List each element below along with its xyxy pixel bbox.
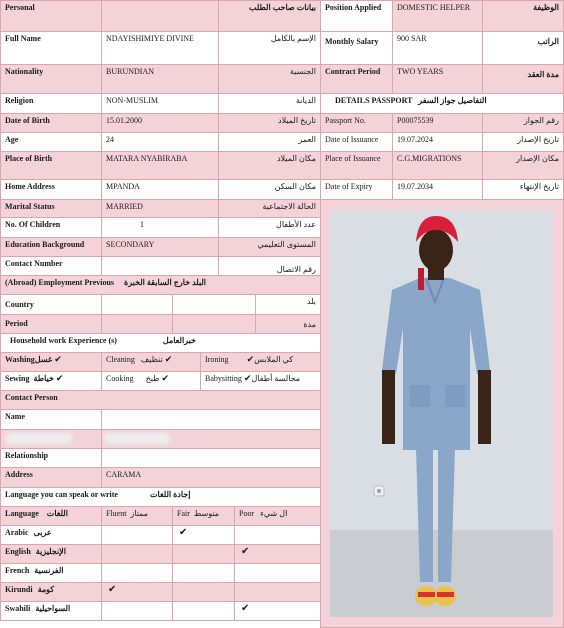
passport-title-row xyxy=(320,93,564,114)
lang-header-fair: Fair xyxy=(177,509,190,518)
language-label-cell xyxy=(0,563,102,583)
lang-header-poor-arabic: ال شيء xyxy=(260,509,288,518)
passport-title: DETAILS PASSPORT xyxy=(335,96,413,105)
washing-cell xyxy=(0,352,102,372)
sewing-cell xyxy=(0,371,102,391)
language-arabic: عربى xyxy=(33,528,52,537)
language-label-cell xyxy=(0,582,102,602)
language-name: Kirundi xyxy=(5,585,33,594)
language-check-icon: ✔ xyxy=(241,603,250,614)
languages-title-row xyxy=(0,487,321,507)
position-label: Position Applied xyxy=(320,0,393,32)
issuance-place-label: Place of Issuance xyxy=(320,151,393,180)
passport-no-value: P00075539 xyxy=(392,113,483,133)
language-poor-cell xyxy=(234,544,321,564)
language-fluent-cell xyxy=(101,563,173,583)
nationality-label: Nationality xyxy=(0,64,102,94)
position-value: DOMESTIC HELPER xyxy=(392,0,483,32)
language-name: French xyxy=(5,566,30,575)
period-arabic: مدة xyxy=(255,314,321,334)
lang-header-fair-arabic: متوسط xyxy=(193,509,220,518)
cleaning-label: Cleaning xyxy=(106,355,135,364)
language-arabic: الفرنسية xyxy=(34,566,64,575)
education-arabic: المستوى التعليمي xyxy=(218,237,321,257)
contact-number-arabic: رقم الاتصال xyxy=(218,256,321,276)
passport-no-arabic: رقم الجواز xyxy=(482,113,564,133)
ironing-check-icon: ✔ xyxy=(246,355,255,365)
children-label: No. Of Children xyxy=(0,217,102,238)
age-arabic: العمر xyxy=(218,132,321,152)
country-label: Country xyxy=(0,294,102,315)
country-cell-2 xyxy=(172,294,256,315)
education-value: SECONDARY xyxy=(101,237,219,257)
issuance-date-value: 19.07.2024 xyxy=(392,132,483,152)
ironing-label: Ironing xyxy=(205,355,229,364)
language-fair-cell xyxy=(172,582,235,602)
washing-label: Washing xyxy=(5,355,35,364)
language-check-icon: ✔ xyxy=(179,527,188,538)
contract-arabic: مدة العقد xyxy=(482,64,564,94)
sewing-check-icon: ✔ xyxy=(55,374,64,384)
ironing-arabic: كي الملابس xyxy=(254,355,294,364)
salary-label: Monthly Salary xyxy=(320,31,393,65)
language-fair-cell xyxy=(172,601,235,621)
applicant-photo xyxy=(330,210,553,617)
personal-arabic: بيانات صاحب الطلب xyxy=(218,0,321,32)
name-label: Name xyxy=(0,409,102,430)
marital-arabic: الحالة الاجتماعية xyxy=(218,199,321,218)
redacted-blur-1 xyxy=(6,433,72,444)
ironing-cell xyxy=(200,352,321,372)
marital-label: Marital Status xyxy=(0,199,102,218)
issuance-place-value: C.G.MIGRATIONS xyxy=(392,151,483,180)
languages-arabic: إجادة اللغات xyxy=(149,490,191,499)
home-label: Home Address xyxy=(0,179,102,200)
language-check-icon: ✔ xyxy=(241,546,250,557)
babysitting-label: Babysitting xyxy=(205,374,242,383)
lang-header-arabic: اللغات xyxy=(46,509,68,518)
contact-number-value xyxy=(101,256,219,276)
redacted-blur-2 xyxy=(104,433,170,444)
contract-value: TWO YEARS xyxy=(392,64,483,94)
language-name: Arabic xyxy=(5,528,29,537)
language-poor-cell xyxy=(234,601,321,621)
pob-arabic: مكان الميلاد xyxy=(218,151,321,180)
religion-value: NON-MUSLIM xyxy=(101,93,219,114)
cooking-cell xyxy=(101,371,201,391)
country-arabic: بلد xyxy=(255,294,321,315)
language-fluent-cell xyxy=(101,544,173,564)
relationship-value xyxy=(101,448,321,468)
home-value: MPANDA xyxy=(101,179,219,200)
pob-label: Place of Birth xyxy=(0,151,102,180)
full-name-arabic: الإسم بالكامل xyxy=(218,31,321,65)
language-poor-cell xyxy=(234,525,321,545)
age-label: Age xyxy=(0,132,102,152)
contact-person-title: Contact Person xyxy=(0,390,321,410)
nationality-value: BURUNDIAN xyxy=(101,64,219,94)
children-arabic: عدد الأطفال xyxy=(218,217,321,238)
language-label-cell xyxy=(0,525,102,545)
education-label: Education Background xyxy=(0,237,102,257)
period-cell-2 xyxy=(172,314,256,334)
expiry-value: 19.07.2034 xyxy=(392,179,483,200)
religion-arabic: الديانة xyxy=(218,93,321,114)
marital-value: MARRIED xyxy=(101,199,219,218)
country-cell-1 xyxy=(101,294,173,315)
period-cell-1 xyxy=(101,314,173,334)
sewing-arabic: خياطة xyxy=(33,374,54,383)
cleaning-cell xyxy=(101,352,201,372)
address-value: CARAMA xyxy=(101,467,321,488)
lang-header-fluent-arabic: ممتاز xyxy=(130,509,149,518)
language-poor-cell xyxy=(234,582,321,602)
religion-label: Religion xyxy=(0,93,102,114)
pob-value: MATARA NYABIRABA xyxy=(101,151,219,180)
language-fluent-cell xyxy=(101,601,173,621)
babysitting-check-icon: ✔ xyxy=(243,374,252,384)
language-fair-cell xyxy=(172,544,235,564)
lang-header-label-cell xyxy=(0,506,102,526)
babysitting-cell xyxy=(200,371,321,391)
household-arabic: خبرالعامل xyxy=(162,336,196,345)
sewing-label: Sewing xyxy=(5,374,30,383)
household-title: Household work Experience (s) xyxy=(10,336,117,345)
employment-arabic: البلد خارج السابقة الخبرة xyxy=(124,278,207,287)
washing-check-icon: ✔ xyxy=(54,355,62,365)
address-label: Address xyxy=(0,467,102,488)
position-arabic: الوظيفة xyxy=(482,0,564,32)
applicant-figure xyxy=(330,210,553,617)
expiry-arabic: تاريخ الإنتهاء xyxy=(482,179,564,200)
language-arabic: الإنجليزية xyxy=(35,547,66,556)
babysitting-arabic: مجالسة أطفال xyxy=(251,374,301,383)
salary-arabic: الراتب xyxy=(482,31,564,65)
lang-header-fluent-cell xyxy=(101,506,173,526)
salary-value: 900 SAR xyxy=(392,31,483,65)
contract-label: Contract Period xyxy=(320,64,393,94)
personal-value-cell xyxy=(101,0,219,32)
language-name: Swahili xyxy=(5,604,31,613)
lang-header-poor: Poor xyxy=(239,509,255,518)
full-name-value: NDAYISHIMIYE DIVINE xyxy=(101,31,219,65)
washing-arabic: غسل xyxy=(34,355,53,364)
dob-label: Date of Birth xyxy=(0,113,102,133)
cooking-label: Cooking xyxy=(106,374,134,383)
age-value: 24 xyxy=(101,132,219,152)
dob-value: 15.01.2000 xyxy=(101,113,219,133)
expiry-label: Date of Expiry xyxy=(320,179,393,200)
language-poor-cell xyxy=(234,563,321,583)
period-label: Period xyxy=(0,314,102,334)
passport-title-arabic: التفاصيل جواز السفر xyxy=(418,96,487,105)
nationality-arabic: الجنسية xyxy=(218,64,321,94)
personal-label: Personal xyxy=(0,0,102,32)
name-value-cell xyxy=(101,409,321,430)
children-value: 1 xyxy=(101,217,219,238)
language-name: English xyxy=(5,547,31,556)
language-fluent-cell xyxy=(101,525,173,545)
lang-header-poor-cell xyxy=(234,506,321,526)
lang-header-fluent: Fluent xyxy=(106,509,127,518)
passport-no-label: Passport No. xyxy=(320,113,393,133)
employment-title: (Abroad) Employment Previous xyxy=(5,278,115,287)
lang-header-fair-cell xyxy=(172,506,235,526)
languages-title: Language you can speak or write xyxy=(5,490,118,499)
cleaning-arabic: تنظيف xyxy=(140,355,163,364)
issuance-date-arabic: تاريخ الإصدار xyxy=(482,132,564,152)
dob-arabic: تاريخ الميلاد xyxy=(218,113,321,133)
language-label-cell xyxy=(0,601,102,621)
language-check-icon: ✔ xyxy=(108,584,117,595)
full-name-label: Full Name xyxy=(0,31,102,65)
cooking-check-icon: ✔ xyxy=(161,374,170,384)
language-fair-cell xyxy=(172,563,235,583)
cooking-arabic: طبخ xyxy=(145,374,160,383)
language-fair-cell xyxy=(172,525,235,545)
issuance-date-label: Date of Issuance xyxy=(320,132,393,152)
language-label-cell xyxy=(0,544,102,564)
cleaning-check-icon: ✔ xyxy=(164,355,173,365)
language-fluent-cell xyxy=(101,582,173,602)
language-arabic: كومة xyxy=(37,585,55,594)
issuance-place-arabic: مكان الإصدار xyxy=(482,151,564,180)
language-arabic: السواحيلية xyxy=(35,604,71,613)
employment-title-row xyxy=(0,275,321,295)
lang-header-label: Language xyxy=(5,509,39,518)
household-title-row xyxy=(0,333,321,353)
relationship-label: Relationship xyxy=(0,448,102,468)
home-arabic: مكان السكن xyxy=(218,179,321,200)
contact-number-label: Contact Number xyxy=(0,256,102,276)
